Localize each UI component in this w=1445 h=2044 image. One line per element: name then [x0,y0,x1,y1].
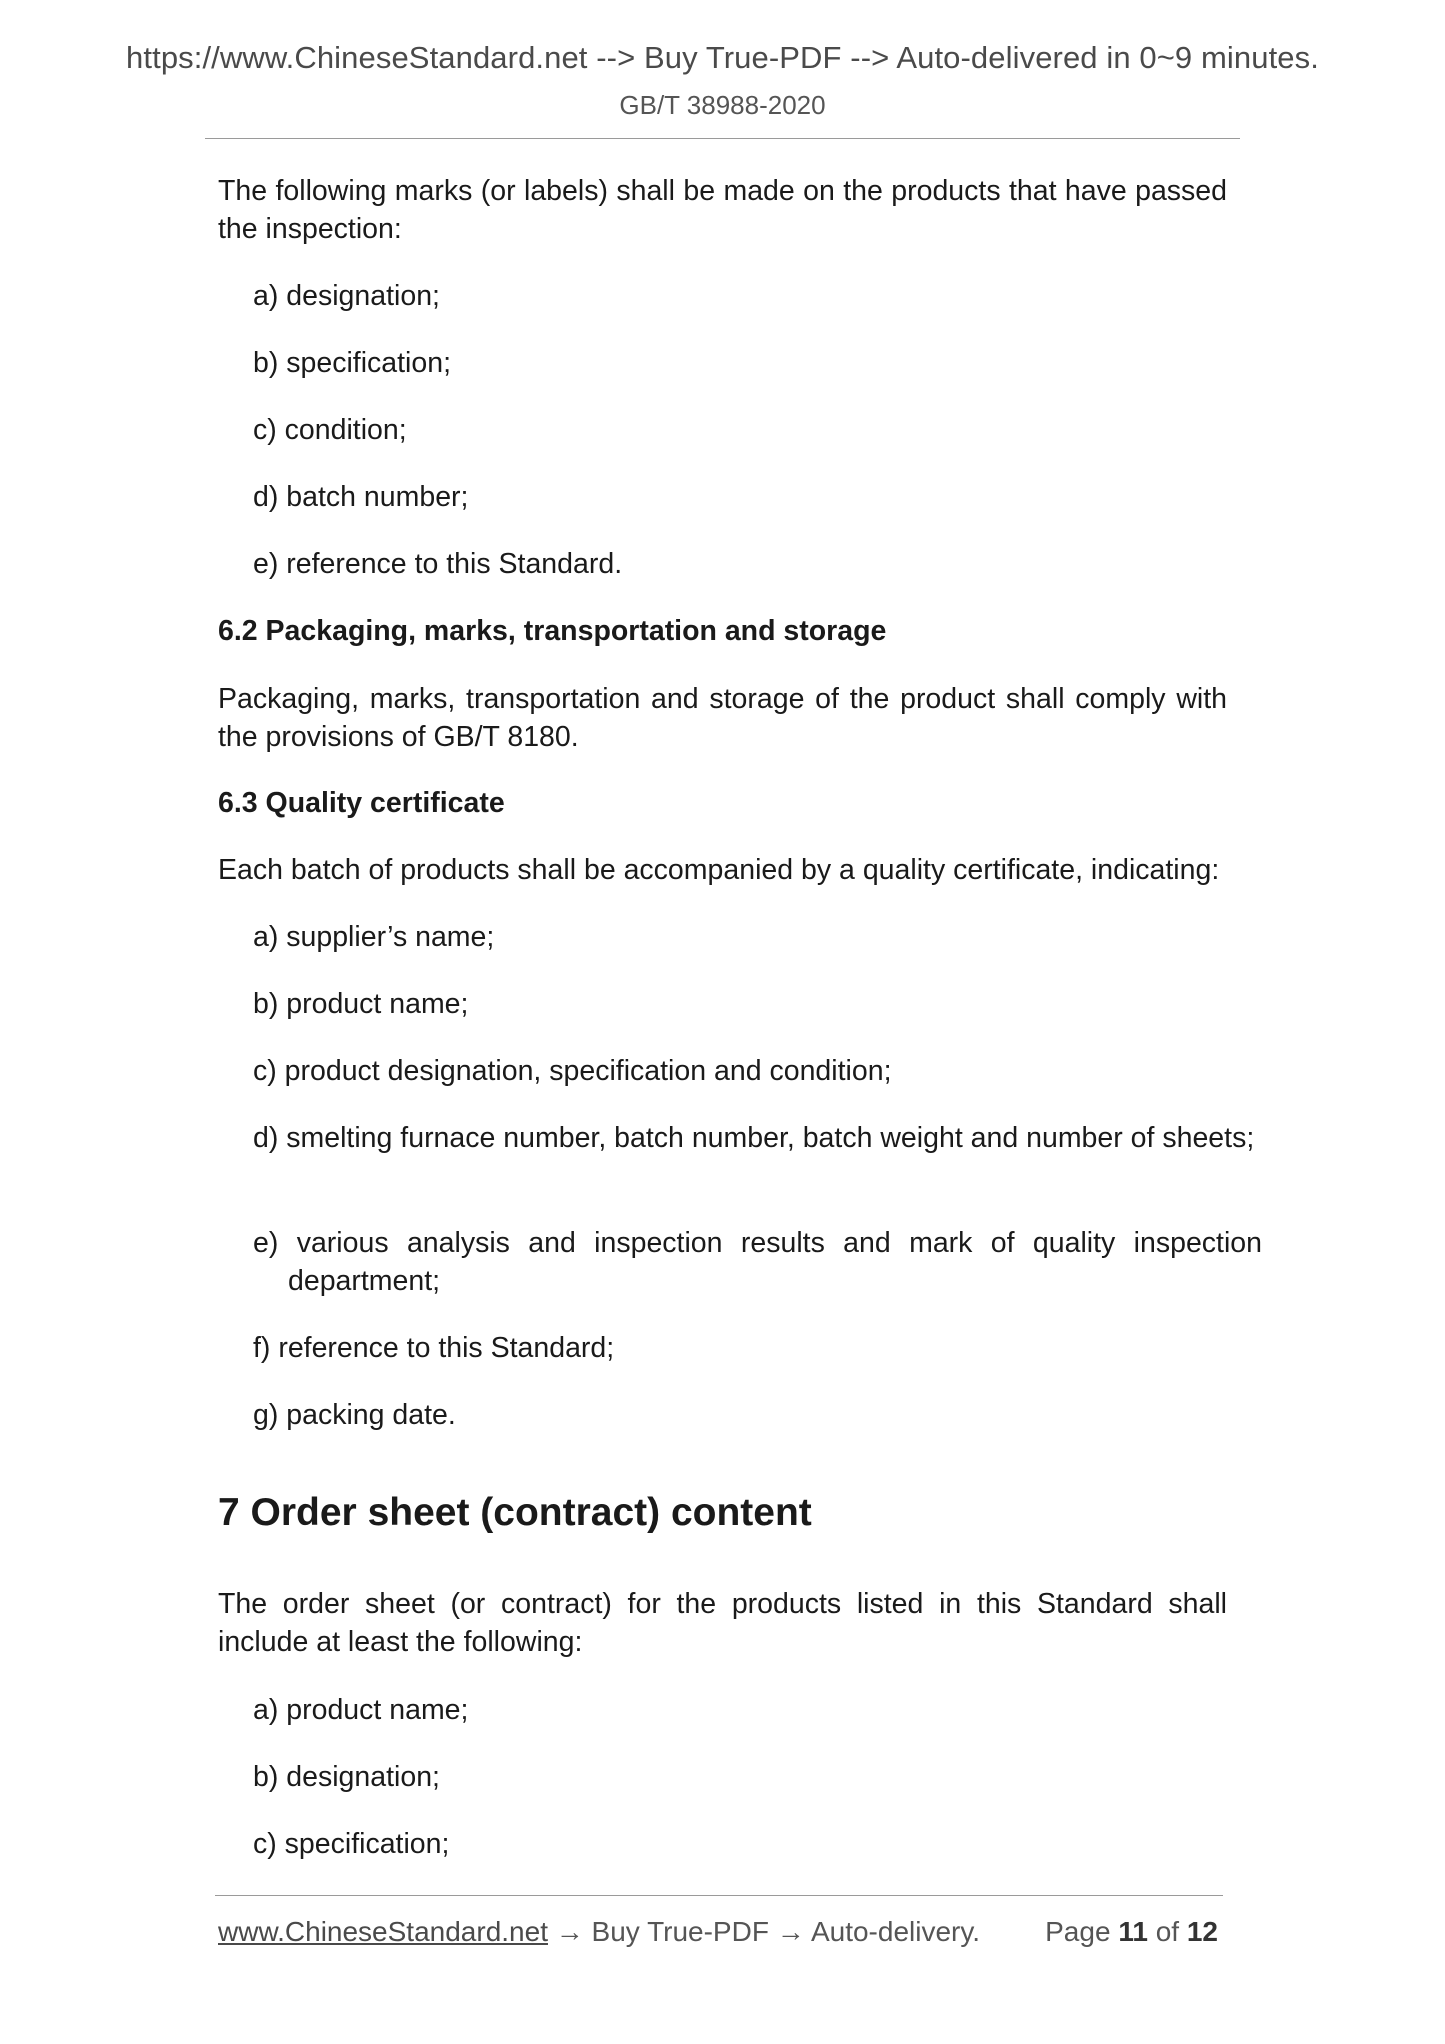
page-label: Page [1045,1916,1111,1947]
list-item: a) designation; [253,280,440,312]
list-item: b) product name; [253,988,469,1020]
document-code: GB/T 38988-2020 [619,90,826,120]
header-divider [205,138,1240,139]
current-page: 11 [1118,1916,1148,1947]
list-item: g) packing date. [253,1399,456,1431]
list-item: b) designation; [253,1761,440,1793]
arrow-right-icon: → [555,1916,584,1947]
list-item: c) specification; [253,1828,450,1860]
section-heading-6-2: 6.2 Packaging, marks, transportation and storage [218,615,887,647]
list-item: d) smelting furnace number, batch number, batch weight and number of sheets; [253,1122,1255,1154]
list-item: f) reference to this Standard; [253,1332,615,1364]
section-heading-7: 7 Order sheet (contract) content [218,1491,812,1534]
header-url: https://www.ChineseStandard.net --> Buy True-PDF --> Auto-delivered in 0~9 minutes. [126,40,1319,75]
list-item: d) batch number; [253,481,469,513]
order-sheet-intro-paragraph: The order sheet (or contract) for the products listed in this Standard shall include at least the following: [218,1588,1227,1658]
marks-intro-paragraph: The following marks (or labels) shall be made on the products that have passed the inspection: [218,175,1227,245]
site-link[interactable]: www.ChineseStandard.net [218,1916,548,1947]
list-item: a) product name; [253,1694,469,1726]
buy-pdf-text: Buy True-PDF [591,1916,769,1947]
page-number [1045,1914,1218,1950]
list-item: a) supplier’s name; [253,921,495,953]
footer-divider [215,1895,1223,1896]
auto-delivery-text: Auto-delivery. [810,1916,981,1947]
list-item: c) product designation, specification and condition; [253,1055,892,1087]
list-item: e) various analysis and inspection results and mark of quality inspection department; [253,1227,1262,1297]
packaging-paragraph: Packaging, marks, transportation and storage of the product shall comply with the provisions of GB/T 8180. [218,683,1227,753]
list-item: e) reference to this Standard. [253,548,623,580]
section-heading-6-3: 6.3 Quality certificate [218,787,505,819]
of-label: of [1155,1916,1180,1947]
certificate-intro-paragraph: Each batch of products shall be accompanied by a quality certificate, indicating: [218,854,1220,886]
page-footer [218,1914,1218,1950]
list-item: c) condition; [253,414,407,446]
list-item: b) specification; [253,347,452,379]
arrow-right-icon: → [776,1916,805,1947]
total-pages: 12 [1186,1916,1218,1947]
